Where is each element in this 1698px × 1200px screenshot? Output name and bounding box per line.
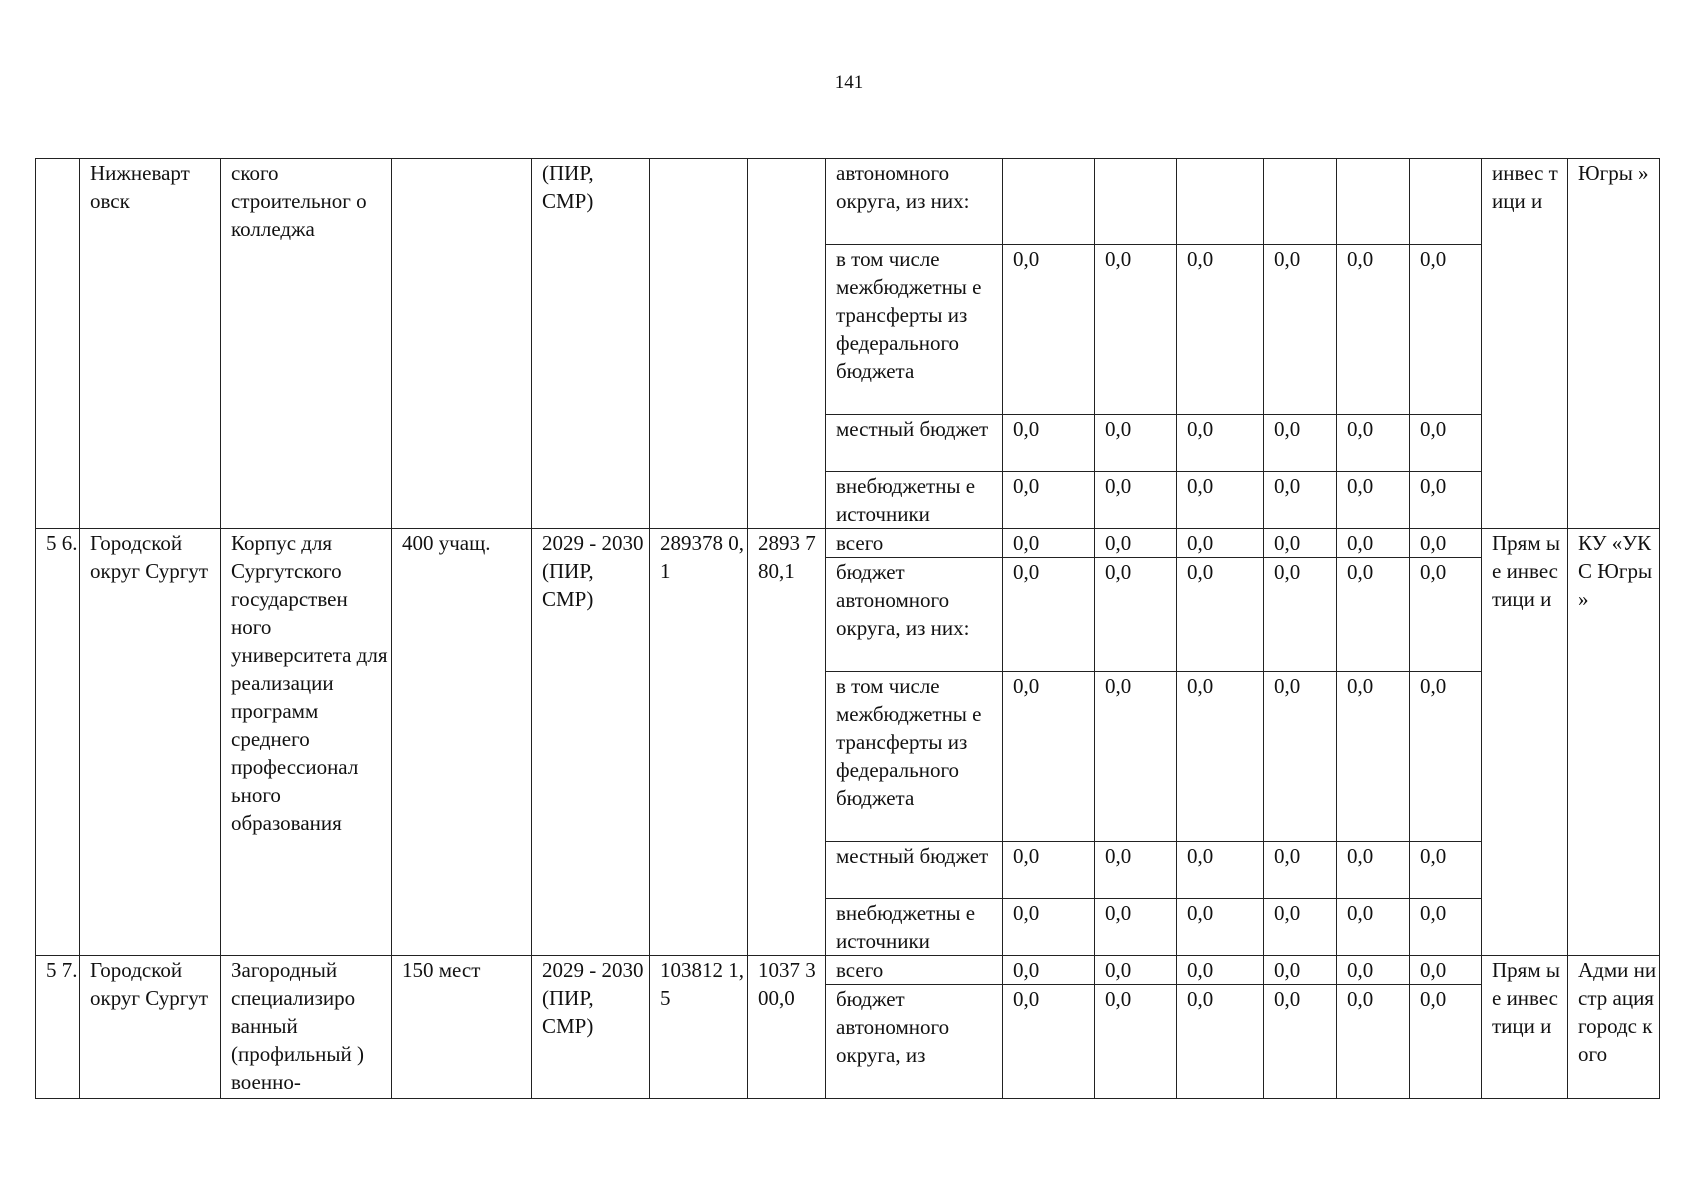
funding-source-cell: внебюджетны е источники: [826, 899, 1003, 956]
value-cell: 0,0: [1264, 842, 1337, 899]
value-cell: 0,0: [1003, 529, 1095, 558]
value-cell: 0,0: [1410, 415, 1482, 472]
funding-source-cell: бюджет автономного округа, из них:: [826, 558, 1003, 672]
funding-source-cell: внебюджетны е источники: [826, 472, 1003, 529]
value-cell: 0,0: [1003, 956, 1095, 985]
municipality-cell: Городской округ Сургут: [80, 529, 221, 956]
value-cell: 0,0: [1003, 558, 1095, 672]
value-cell: 0,0: [1177, 415, 1264, 472]
remaining-cost-cell: 1037 300,0: [748, 956, 826, 1099]
value-cell: [1264, 159, 1337, 245]
value-cell: 0,0: [1410, 672, 1482, 842]
value-cell: 0,0: [1337, 415, 1410, 472]
value-cell: 0,0: [1264, 558, 1337, 672]
table-row: [36, 529, 1660, 558]
value-cell: [1003, 159, 1095, 245]
object-name-cell: ского строительног о колледжа: [221, 159, 392, 529]
value-cell: 0,0: [1177, 472, 1264, 529]
value-cell: 0,0: [1410, 842, 1482, 899]
municipality-cell: Нижневарт овск: [80, 159, 221, 529]
value-cell: [1095, 159, 1177, 245]
customer-cell: Адми нистр ация городс кого: [1568, 956, 1660, 1099]
value-cell: 0,0: [1095, 956, 1177, 985]
value-cell: 0,0: [1337, 842, 1410, 899]
value-cell: 0,0: [1337, 899, 1410, 956]
value-cell: 0,0: [1337, 245, 1410, 415]
value-cell: 0,0: [1177, 985, 1264, 1099]
value-cell: 0,0: [1095, 672, 1177, 842]
value-cell: 0,0: [1264, 672, 1337, 842]
value-cell: 0,0: [1264, 529, 1337, 558]
value-cell: 0,0: [1095, 985, 1177, 1099]
capacity-cell: [392, 159, 532, 529]
value-cell: 0,0: [1337, 529, 1410, 558]
table-row: [36, 956, 1660, 985]
value-cell: 0,0: [1337, 672, 1410, 842]
value-cell: 0,0: [1003, 672, 1095, 842]
value-cell: 0,0: [1095, 245, 1177, 415]
value-cell: 0,0: [1003, 415, 1095, 472]
value-cell: 0,0: [1003, 985, 1095, 1099]
value-cell: 0,0: [1410, 899, 1482, 956]
investment-type-cell: инвес тици и: [1482, 159, 1568, 529]
page-number: 141: [834, 72, 864, 93]
value-cell: 0,0: [1410, 956, 1482, 985]
value-cell: [1410, 159, 1482, 245]
value-cell: [1337, 159, 1410, 245]
total-cost-cell: 289378 0,1: [650, 529, 748, 956]
value-cell: 0,0: [1177, 529, 1264, 558]
value-cell: 0,0: [1177, 956, 1264, 985]
value-cell: 0,0: [1095, 529, 1177, 558]
value-cell: 0,0: [1095, 415, 1177, 472]
value-cell: 0,0: [1095, 472, 1177, 529]
value-cell: 0,0: [1337, 985, 1410, 1099]
value-cell: 0,0: [1264, 415, 1337, 472]
value-cell: 0,0: [1264, 472, 1337, 529]
funding-source-cell: в том числе межбюджетны е трансферты из федерального бюджета: [826, 672, 1003, 842]
total-cost-cell: [650, 159, 748, 529]
capacity-cell: 400 учащ.: [392, 529, 532, 956]
value-cell: 0,0: [1003, 899, 1095, 956]
period-cell: 2029 - 2030 (ПИР, СМР): [532, 956, 650, 1099]
value-cell: 0,0: [1003, 472, 1095, 529]
funding-source-cell: автономного округа, из них:: [826, 159, 1003, 245]
value-cell: 0,0: [1003, 245, 1095, 415]
object-name-cell: Загородный специализиро ванный (профильный ) военно-: [221, 956, 392, 1099]
remaining-cost-cell: [748, 159, 826, 529]
funding-table: [35, 158, 1660, 1099]
value-cell: 0,0: [1095, 842, 1177, 899]
value-cell: 0,0: [1264, 985, 1337, 1099]
value-cell: 0,0: [1337, 472, 1410, 529]
value-cell: 0,0: [1003, 842, 1095, 899]
value-cell: 0,0: [1410, 529, 1482, 558]
row-number: 5 6.: [36, 529, 80, 956]
row-number: 5 7.: [36, 956, 80, 1099]
funding-source-cell: всего: [826, 529, 1003, 558]
funding-source-cell: местный бюджет: [826, 842, 1003, 899]
value-cell: 0,0: [1410, 472, 1482, 529]
funding-source-cell: бюджет автономного округа, из: [826, 985, 1003, 1099]
investment-type-cell: Прям ые инвес тици и: [1482, 529, 1568, 956]
value-cell: 0,0: [1337, 558, 1410, 672]
value-cell: 0,0: [1337, 956, 1410, 985]
investment-type-cell: Прям ые инвес тици и: [1482, 956, 1568, 1099]
value-cell: 0,0: [1264, 956, 1337, 985]
row-number: [36, 159, 80, 529]
value-cell: 0,0: [1095, 899, 1177, 956]
funding-source-cell: всего: [826, 956, 1003, 985]
value-cell: [1177, 159, 1264, 245]
period-cell: (ПИР, СМР): [532, 159, 650, 529]
value-cell: 0,0: [1264, 245, 1337, 415]
value-cell: 0,0: [1177, 842, 1264, 899]
customer-cell: КУ «УКС Югры »: [1568, 529, 1660, 956]
capacity-cell: 150 мест: [392, 956, 532, 1099]
value-cell: 0,0: [1410, 985, 1482, 1099]
value-cell: 0,0: [1177, 672, 1264, 842]
municipality-cell: Городской округ Сургут: [80, 956, 221, 1099]
value-cell: 0,0: [1264, 899, 1337, 956]
object-name-cell: Корпус для Сургутского государствен ного университета для реализации программ среднего профессионал ьного образования: [221, 529, 392, 956]
total-cost-cell: 103812 1,5: [650, 956, 748, 1099]
period-cell: 2029 - 2030 (ПИР, СМР): [532, 529, 650, 956]
value-cell: 0,0: [1177, 899, 1264, 956]
value-cell: 0,0: [1410, 558, 1482, 672]
value-cell: 0,0: [1410, 245, 1482, 415]
funding-source-cell: в том числе межбюджетны е трансферты из федерального бюджета: [826, 245, 1003, 415]
value-cell: 0,0: [1095, 558, 1177, 672]
value-cell: 0,0: [1177, 245, 1264, 415]
customer-cell: Югры »: [1568, 159, 1660, 529]
value-cell: 0,0: [1177, 558, 1264, 672]
table-row: [36, 159, 1660, 245]
funding-source-cell: местный бюджет: [826, 415, 1003, 472]
remaining-cost-cell: 2893 780,1: [748, 529, 826, 956]
